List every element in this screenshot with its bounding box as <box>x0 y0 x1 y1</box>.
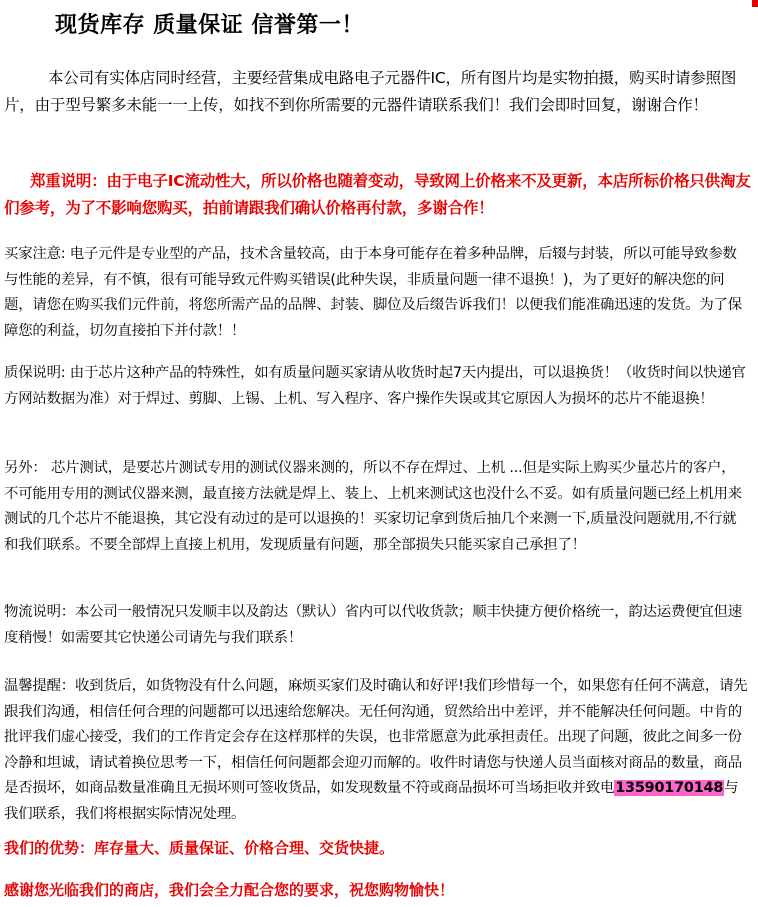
advantages-line: 我们的优势：库存量大、质量保证、价格合理、交货快捷。 <box>4 839 395 857</box>
phone-number: 13590170148 <box>615 780 724 796</box>
reminder-paragraph <box>4 674 748 827</box>
logistics-paragraph: 物流说明：本公司一般情况只发顺丰以及韵达（默认）省内可以代收货款；顺丰快捷方便价格统一，韵达运费便宜但速度稍慢！如需要其它快递公司请先与我们联系！ <box>4 604 742 646</box>
corner-decoration <box>752 0 758 7</box>
intro-paragraph: 本公司有实体店同时经营，主要经营集成电路电子元器件IC，所有图片均是实物拍摄，购买时请参照图片，由于型号繁多未能一一上传，如找不到你所需要的元器件请联系我们！我们会即时回复，谢谢合作！ <box>4 69 737 114</box>
reminder-text-after: 与我们联系，我们将根据实际情况处理。 <box>4 780 739 822</box>
buyer-notice-paragraph: 买家注意: 电子元件是专业型的产品，技术含量较高，由于本身可能存在着多种品牌，后辍与封装，所以可能导致参数与性能的差异，有不慎，很有可能导致元件购买错误(此种失误，非质量问题一律不退换！)，为了更好的解决您的问题，请您在购买我们元件前，将您所需产品的品牌、封装、脚位及后缀告诉我们！以便我们能准确迅速的发货。为了保障您的利益，切勿直接拍下并付款！！ <box>4 246 742 339</box>
page-title: 现货库存 质量保证 信誉第一！ <box>55 13 364 38</box>
warranty-paragraph: 质保说明: 由于芯片这种产品的特殊性，如有质量问题买家请从收货时起7天内提出，可以退换货！（收货时间以快递官方网站数据为准）对于焊过、剪脚、上锡、上机、写入程序、客户操作失误或其它原因人为损坏的芯片不能退换！ <box>4 365 746 407</box>
price-notice: 郑重说明：由于电子IC流动性大，所以价格也随着变动，导致网上价格来不及更新，本店所标价格只供淘友们参考，为了不影响您购买，拍前请跟我们确认价格再付款，多谢合作！ <box>4 172 751 217</box>
chip-testing-paragraph: 另外： 芯片测试，是要芯片测试专用的测试仪器来测的，所以不存在焊过、上机 ...但是实际上购买少量芯片的客户，不可能用专用的测试仪器来测，最直接方法就是焊上、装上、上机来测试这也没什么不妥。如有质量问题已经上机用来测试的几个芯片不能退换，其它没有动过的是可以退换的！买家切记拿到货后抽几个来测一下,质量没问题就用,不行就和我们联系。不要全部焊上直接上机用，发现质量有问题，那全部损失只能买家自己承担了！ <box>4 460 742 553</box>
thanks-line: 感谢您光临我们的商店，我们会全力配合您的要求，祝您购物愉快！ <box>4 881 455 899</box>
reminder-text-before: 温馨提醒：收到货后，如货物没有什么问题，麻烦买家们及时确认和好评!我们珍惜每一个，如果您有任何不满意，请先跟我们沟通，相信任何合理的问题都可以迅速给您解决。无任何沟通，贸然给出中差评，并不能解决任何问题。中肯的批评我们虚心接受，我们的工作肯定会存在这样那样的失误，也非常愿意为此承担责任。出现了问题，彼此之间多一份冷静和坦诚，请试着换位思考一下，相信任何问题都会迎刃而解的。收件时请您与快递人员当面核对商品的数量，商品是否损坏，如商品数量准确且无损坏则可签收货品，如发现数量不符或商品损坏可当场拒收并致电 <box>4 678 748 796</box>
